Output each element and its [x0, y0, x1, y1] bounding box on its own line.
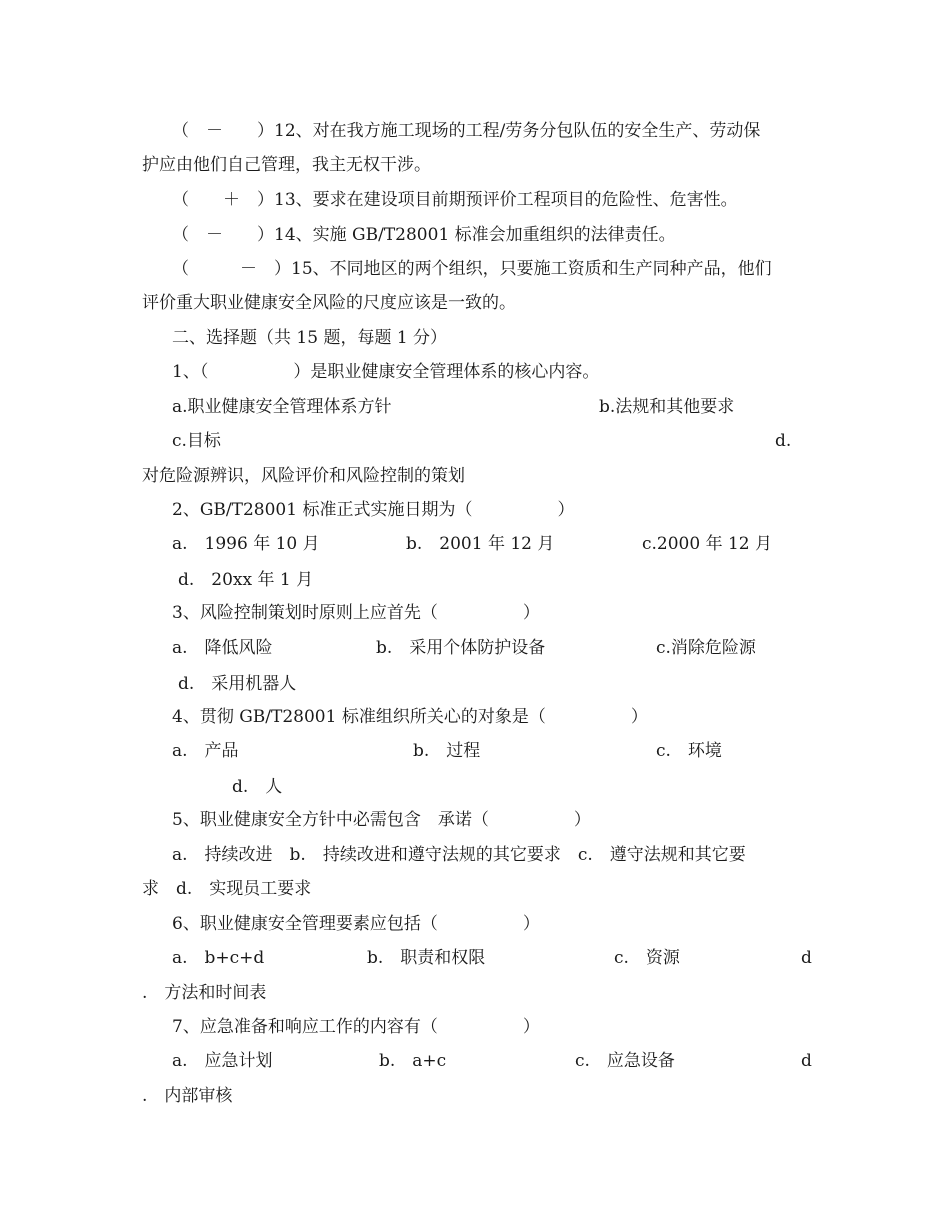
section-heading: 二、选择题（共 15 题，每题 1 分） [172, 328, 448, 348]
tf-answer-mark: （ － ） [172, 225, 274, 245]
tf-answer-mark: （ － ） [172, 121, 274, 141]
tf-q15-line1 [172, 258, 772, 280]
mc-q1-option-b: b.法规和其他要求 [599, 397, 735, 417]
mc-q7-option-b: b. a+c [379, 1051, 447, 1071]
mc-q3-option-b: b. 采用个体防护设备 [376, 638, 546, 658]
mc-q6-option-c: c. 资源 [614, 948, 680, 968]
mc-q6-option-d-marker: d [801, 948, 812, 968]
mc-q5-options-line1: a. 持续改进 b. 持续改进和遵守法规的其它要求 c. 遵守法规和其它要 [172, 845, 746, 865]
tf-q12-line1 [172, 120, 760, 142]
mc-q4-stem: 4、贯彻 GB/T28001 标准组织所关心的对象是（ ） [172, 707, 648, 727]
tf-q12-line2: 护应由他们自己管理，我主无权干涉。 [142, 155, 431, 175]
mc-q2-stem: 2、GB/T28001 标准正式实施日期为（ ） [172, 500, 575, 520]
mc-q6-option-b: b. 职责和权限 [367, 948, 486, 968]
mc-q1-stem: 1、（ ）是职业健康安全管理体系的核心内容。 [172, 362, 600, 382]
tf-q13 [172, 189, 738, 211]
mc-q3-stem: 3、风险控制策划时原则上应首先（ ） [172, 603, 540, 623]
mc-q2-option-d: d. 20xx 年 1 月 [178, 570, 314, 590]
mc-q3-option-a: a. 降低风险 [172, 638, 273, 658]
mc-q6-option-a: a. b+c+d [172, 948, 265, 968]
mc-q1-option-d-marker: d. [775, 431, 792, 451]
mc-q2-option-c: c.2000 年 12 月 [642, 534, 773, 554]
mc-q4-option-c: c. 环境 [656, 741, 722, 761]
mc-q3-option-c: c.消除危险源 [656, 638, 756, 658]
tf-question-text: 15、不同地区的两个组织，只要施工资质和生产同种产品，他们 [291, 259, 772, 279]
mc-q1-option-d: 对危险源辨识，风险评价和风险控制的策划 [142, 466, 465, 486]
mc-q7-stem: 7、应急准备和响应工作的内容有（ ） [172, 1017, 540, 1037]
tf-answer-mark: （ ＋ ） [172, 190, 274, 210]
mc-q1-option-c: c.目标 [172, 431, 221, 451]
mc-q5-options-line2: 求 d. 实现员工要求 [142, 879, 312, 899]
tf-answer-mark: （ － ） [172, 259, 291, 279]
mc-q4-option-d: d. 人 [232, 777, 283, 797]
mc-q2-option-a: a. 1996 年 10 月 [172, 534, 320, 554]
mc-q4-option-a: a. 产品 [172, 741, 239, 761]
tf-q14 [172, 224, 676, 246]
mc-q7-option-a: a. 应急计划 [172, 1051, 273, 1071]
mc-q3-option-d: d. 采用机器人 [178, 674, 297, 694]
mc-q7-option-d: . 内部审核 [142, 1086, 233, 1106]
mc-q4-option-b: b. 过程 [413, 741, 481, 761]
mc-q1-option-a: a.职业健康安全管理体系方针 [172, 397, 392, 417]
tf-question-text: 12、对在我方施工现场的工程/劳务分包队伍的安全生产、劳动保 [274, 121, 761, 141]
mc-q6-option-d: . 方法和时间表 [142, 983, 267, 1003]
mc-q7-option-d-marker: d [801, 1051, 812, 1071]
mc-q7-option-c: c. 应急设备 [575, 1051, 675, 1071]
mc-q6-stem: 6、职业健康安全管理要素应包括（ ） [172, 914, 540, 934]
mc-q5-stem: 5、职业健康安全方针中必需包含 承诺（ ） [172, 810, 591, 830]
tf-question-text: 13、要求在建设项目前期预评价工程项目的危险性、危害性。 [274, 190, 738, 210]
tf-question-text: 14、实施 GB/T28001 标准会加重组织的法律责任。 [274, 225, 676, 245]
tf-q15-line2: 评价重大职业健康安全风险的尺度应该是一致的。 [142, 293, 516, 313]
mc-q2-option-b: b. 2001 年 12 月 [406, 534, 555, 554]
